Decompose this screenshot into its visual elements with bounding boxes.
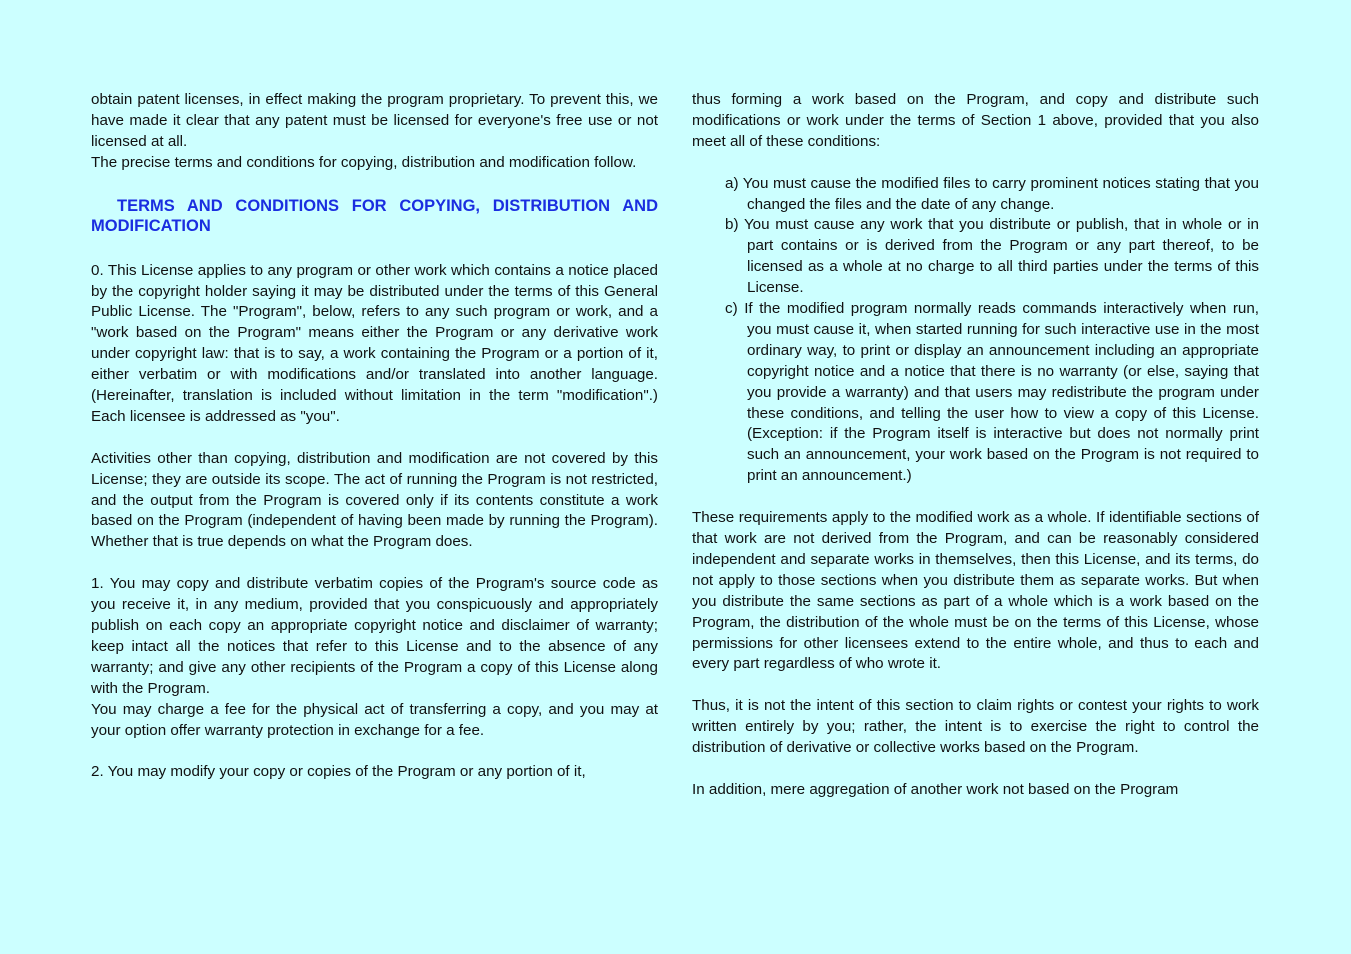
fee-paragraph: You may charge a fee for the physical act of transferring a copy, and you may at your option offer warranty protection in exchange for a fee.	[91, 700, 658, 739]
spacer	[692, 759, 1259, 780]
spacer	[91, 237, 658, 261]
condition-item-a: a) You must cause the modified files to carry prominent notices stating that you changed the files and the date of any change.	[725, 174, 1259, 213]
spacer	[692, 153, 1259, 174]
left-column	[91, 90, 658, 783]
spacer	[91, 741, 658, 762]
continuation-paragraph: thus forming a work based on the Program, and copy and distribute such modifications or work under the terms of Section 1 above, provided that you also meet all of these conditions:	[692, 91, 1259, 150]
section-0-paragraph: 0. This License applies to any program or other work which contains a notice placed by the copyright holder saying it may be distributed under the terms of this General Public License. The "Program", below, refers to any such program or work, and a "work based on the Program" means either the Program or any derivative work under copyright law: that is to say, a work containing the Program or a portion of it, either verbatim or with modifications and/or translated into another language. (Hereinafter, translation is included without limitation in the term "modification".) Each licensee is addressed as "you".	[91, 261, 658, 425]
requirements-paragraph: These requirements apply to the modified work as a whole. If identifiable sections of that work are not derived from the Program, and can be reasonably considered independent and separate works in themselves, then this License, and its terms, do not apply to those sections when you distribute them as separate works. But when you distribute the same sections as part of a whole which is a work based on the Program, the distribution of the whole must be on the terms of this License, whose permissions for other licensees extend to the entire whole, and thus to each and every part regardless of who wrote it.	[692, 509, 1259, 673]
spacer	[91, 553, 658, 574]
activities-paragraph: Activities other than copying, distribution and modification are not covered by this License; they are outside its scope. The act of running the Program is not restricted, and the output from the Program is covered only if its contents constitute a work based on the Program (independent of having been made by running the Program). Whether that is true depends on what the Program does.	[91, 449, 658, 551]
section-1-paragraph: 1. You may copy and distribute verbatim copies of the Program's source code as you receive it, in any medium, provided that you conspicuously and appropriately publish on each copy an appropriate copyright notice and disclaimer of warranty; keep intact all the notices that refer to this License and to the absence of any warranty; and give any other recipients of the Program a copy of this License along with the Program.	[91, 575, 658, 697]
right-column	[692, 90, 1259, 801]
intro-paragraph: obtain patent licenses, in effect making the program proprietary. To prevent this, we have made it clear that any patent must be licensed for everyone's free use or not licensed at all.	[91, 91, 658, 150]
spacer	[692, 487, 1259, 508]
intent-paragraph: Thus, it is not the intent of this section to claim rights or contest your rights to work written entirely by you; rather, the intent is to exercise the right to control the distribution of derivative or collective works based on the Program.	[692, 697, 1259, 757]
section-2-paragraph: 2. You may modify your copy or copies of the Program or any portion of it,	[91, 763, 586, 781]
condition-item-b: b) You must cause any work that you distribute or publish, that in whole or in part contains or is derived from the Program or any part thereof, to be licensed as a whole at no charge to all third parties under the terms of this License.	[725, 216, 1259, 297]
intro-paragraph-follow: The precise terms and conditions for copying, distribution and modification follow.	[91, 153, 637, 171]
conditions-list	[692, 174, 1259, 488]
aggregation-paragraph: In addition, mere aggregation of another work not based on the Program	[692, 780, 1179, 798]
terms-heading: TERMS AND CONDITIONS FOR COPYING, DISTRIBUTION AND MODIFICATION	[91, 196, 658, 236]
spacer	[91, 174, 658, 196]
condition-item-c: c) If the modified program normally reads commands interactively when run, you must cause it, when started running for such interactive use in the most ordinary way, to print or display an announcement including an appropriate copyright notice and a notice that there is no warranty (or else, saying that you provide a warranty) and that users may redistribute the program under these conditions, and telling the user how to view a copy of this License. (Exception: if the Program itself is interactive but does not normally print such an announcement, your work based on the Program is not required to print an announcement.)	[725, 300, 1259, 485]
spacer	[692, 675, 1259, 696]
spacer	[91, 428, 658, 449]
